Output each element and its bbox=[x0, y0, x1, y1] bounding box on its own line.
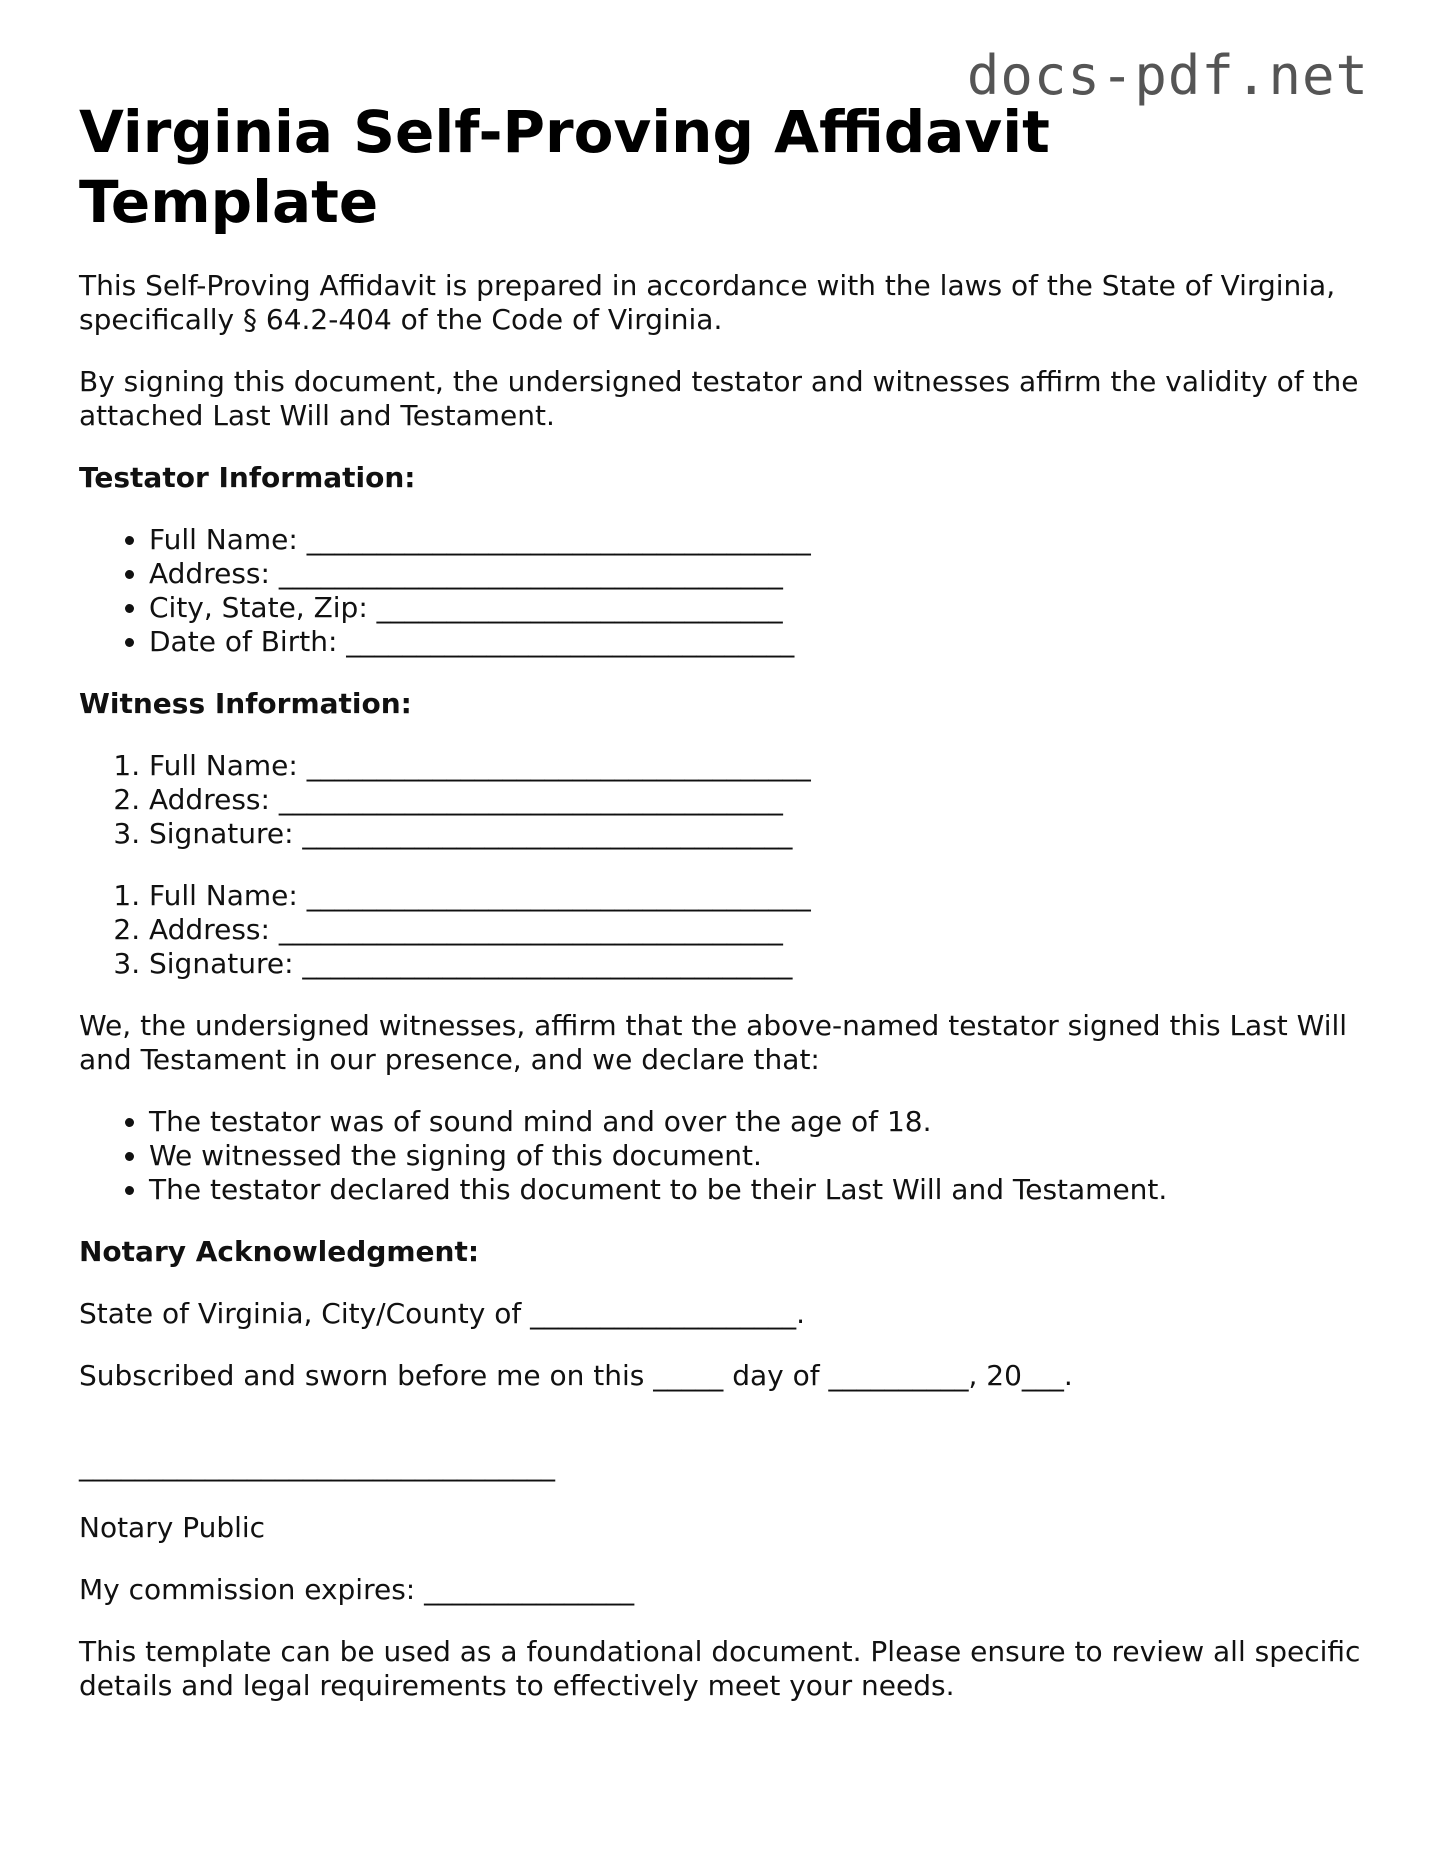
declaration-paragraph: We, the undersigned witnesses, affirm that the above-named testator signed this Last Will and Testament in our presence, and we declare that: bbox=[79, 1009, 1348, 1077]
document-title: Virginia Self-Proving Affidavit Template bbox=[79, 98, 1050, 236]
document-page bbox=[79, 98, 1369, 1731]
testator-city-state-zip-field: • City, State, Zip: _____________________________ bbox=[149, 591, 1369, 625]
watermark-text: docs-pdf.net bbox=[966, 44, 1369, 107]
witness-1-address-field: 2. Address: ____________________________________ bbox=[149, 783, 1369, 817]
intro-paragraph-law: This Self-Proving Affidavit is prepared in accordance with the laws of the State of Virginia, specifically § 64.2-404 of the Code of Virginia. bbox=[79, 269, 1336, 337]
testator-address-field: • Address: ____________________________________ bbox=[149, 557, 1369, 591]
notary-commission-line: My commission expires: _______________ bbox=[79, 1573, 635, 1607]
witness-1-full-name-field: 1. Full Name: ____________________________________ bbox=[149, 749, 1369, 783]
witness-2-signature-field: 3. Signature: ___________________________________ bbox=[149, 947, 1369, 981]
testator-date-of-birth-field: • Date of Birth: ________________________________ bbox=[149, 625, 1369, 659]
notary-sworn-line: Subscribed and sworn before me on this _____ day of __________, 20___. bbox=[79, 1359, 1073, 1393]
declaration-item-witnessed: • We witnessed the signing of this document. bbox=[149, 1139, 1369, 1173]
witness-1-signature-field: 3. Signature: ___________________________________ bbox=[149, 817, 1369, 851]
witness-2-fields-list bbox=[79, 879, 1369, 981]
witness-2-full-name-field: 1. Full Name: ____________________________________ bbox=[149, 879, 1369, 913]
closing-paragraph: This template can be used as a foundational document. Please ensure to review all specific details and legal requirements to effectively meet your needs. bbox=[79, 1635, 1361, 1703]
declaration-item-declared: • The testator declared this document to be their Last Will and Testament. bbox=[149, 1173, 1369, 1207]
declaration-item-sound-mind: • The testator was of sound mind and over the age of 18. bbox=[149, 1105, 1369, 1139]
witness-1-fields-list bbox=[79, 749, 1369, 851]
testator-heading: Testator Information: bbox=[79, 461, 416, 495]
notary-state-line: State of Virginia, City/County of ___________________. bbox=[79, 1297, 806, 1331]
witness-2-address-field: 2. Address: ____________________________________ bbox=[149, 913, 1369, 947]
witness-heading: Witness Information: bbox=[79, 687, 412, 721]
testator-full-name-field: • Full Name: ____________________________________ bbox=[149, 523, 1369, 557]
notary-heading: Notary Acknowledgment: bbox=[79, 1235, 480, 1269]
notary-public-label: Notary Public bbox=[79, 1511, 266, 1545]
intro-paragraph-affirm: By signing this document, the undersigned testator and witnesses affirm the validity of the attached Last Will and Testament. bbox=[79, 365, 1359, 433]
testator-fields-list bbox=[79, 523, 1369, 659]
declaration-list bbox=[79, 1105, 1369, 1207]
notary-signature-line: __________________________________ bbox=[79, 1449, 555, 1483]
